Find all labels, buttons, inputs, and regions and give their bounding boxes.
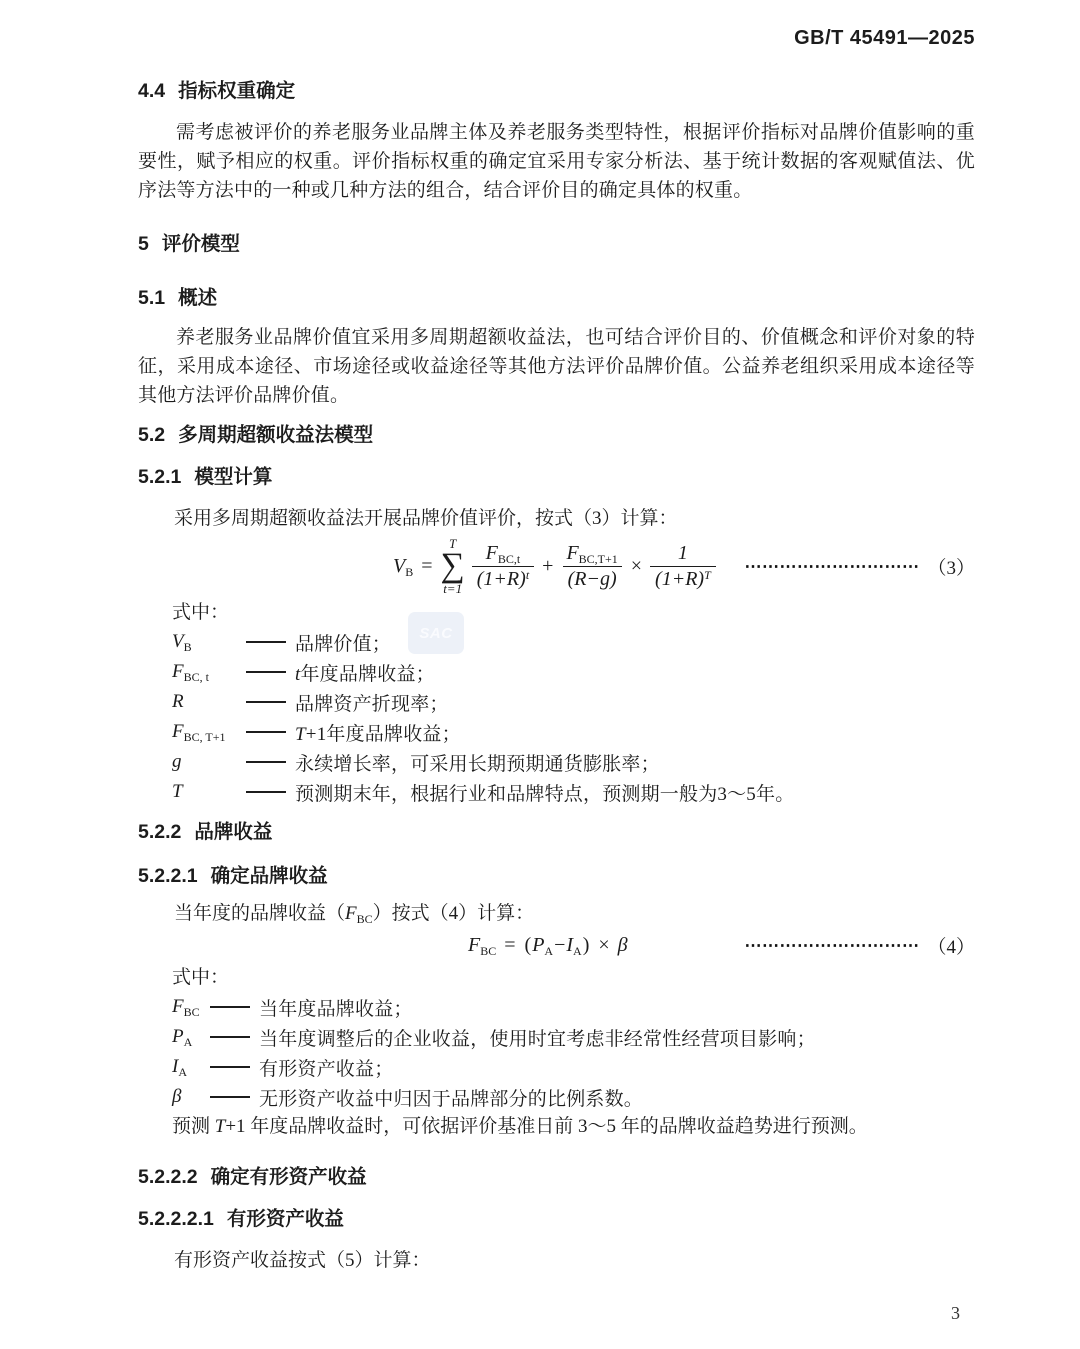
definition-text: 有形资产收益； — [259, 1058, 394, 1080]
section-number: 5.2 — [138, 424, 166, 446]
page-number: 3 — [951, 1303, 960, 1323]
equals-sign: = — [421, 555, 433, 578]
section-heading-5-2-2 — [138, 819, 975, 845]
definition-row — [138, 717, 975, 747]
section-number: 5.2.2.1 — [138, 865, 198, 888]
paragraph-4-4: 需考虑被评价的养老服务业品牌主体及养老服务类型特性，根据评价指标对品牌价值影响的重要性，赋予相应的权重。评价指标权重的确定宜采用专家分析法、基于统计数据的客观赋值法、优序法等方法中的一种或几种方法的组合，结合评价目的确定具体的权重。 — [138, 122, 975, 201]
section-heading-5-2-2-2 — [138, 1164, 975, 1190]
equation-number-4: （4） — [927, 937, 975, 959]
section-heading-5-2-2-2-1 — [138, 1206, 975, 1232]
dash — [210, 1066, 250, 1068]
times-sign: × — [598, 934, 610, 957]
equals-sign: = — [504, 934, 516, 957]
formula-3-lhs: $V_B$ — [393, 555, 414, 580]
definition-row — [138, 777, 975, 807]
formula-4-rhs: $(P_A-I_A)$ — [524, 934, 590, 959]
where-label-3: 式中： — [172, 602, 230, 624]
section-heading-4-4 — [138, 78, 975, 104]
section-heading-5-2-1 — [138, 464, 975, 490]
dash — [210, 1096, 250, 1098]
summation-symbol: T ∑ t=1 — [440, 536, 465, 596]
definition-row — [138, 1052, 975, 1082]
definition-row — [138, 657, 975, 687]
formula-4 — [138, 932, 975, 959]
times-sign: × — [630, 555, 643, 578]
definition-row — [138, 992, 975, 1022]
section-heading-5-2 — [138, 422, 975, 448]
dotted-leader: ⋯⋯⋯⋯⋯⋯⋯⋯⋯⋯ — [744, 556, 920, 576]
equation-number-3: （3） — [927, 558, 975, 580]
definition-row — [138, 747, 975, 777]
dash — [246, 731, 286, 733]
fraction-1: $\frac{F_{BC,t}}{(1+R)^t}$ — [472, 541, 534, 592]
formula-5-intro: 有形资产收益按式（5）计算： — [174, 1250, 431, 1272]
section-number: 5.2.1 — [138, 466, 182, 488]
dotted-leader: ⋯⋯⋯⋯⋯⋯⋯⋯⋯⋯ — [744, 935, 920, 955]
definition-text: 永续增长率，可采用长期预期通货膨胀率； — [295, 753, 660, 775]
definition-row — [138, 1022, 975, 1052]
definition-text: 当年度品牌收益； — [259, 998, 413, 1020]
dash — [246, 761, 286, 763]
section-title: 确定品牌收益 — [210, 865, 328, 888]
section-title: 概述 — [178, 287, 218, 309]
dash — [246, 701, 286, 703]
formula-4-expression — [468, 934, 628, 957]
formula-3 — [138, 537, 975, 596]
section-title: 品牌收益 — [194, 821, 273, 844]
definition-text: 当年度调整后的企业收益，使用时宜考虑非经常性经营项目影响； — [259, 1028, 816, 1050]
definition-text: 品牌价值； — [295, 633, 392, 655]
definition-text: 无形资产收益中归因于品牌部分的比例系数。 — [259, 1088, 644, 1110]
symbol: T — [172, 781, 183, 803]
fraction-2: $\frac{F_{BC,T+1}}{(R-g)}$ — [561, 541, 622, 592]
section-number: 4.4 — [138, 80, 166, 102]
section-title: 评价模型 — [161, 233, 240, 255]
section-heading-5 — [138, 231, 975, 257]
section-number: 5.1 — [138, 287, 166, 309]
section-title: 指标权重确定 — [178, 80, 296, 102]
section-title: 确定有形资产收益 — [210, 1166, 367, 1189]
where-label-4: 式中： — [172, 967, 230, 989]
section-number: 5.2.2.2.1 — [138, 1208, 214, 1231]
definition-row — [138, 687, 975, 717]
section-title: 多周期超额收益法模型 — [178, 424, 374, 446]
definition-text: 预测期末年，根据行业和品牌特点，预测期一般为3～5年。 — [295, 783, 795, 805]
plus-sign: + — [542, 555, 554, 578]
section-number: 5.2.2.2 — [138, 1166, 198, 1189]
symbol: $P_A$ — [172, 1026, 193, 1050]
symbol: $F_{BC}$ — [172, 996, 200, 1020]
dash — [246, 641, 286, 643]
definition-text: 品牌资产折现率； — [295, 693, 449, 715]
symbol: $F_{BC, t}$ — [172, 661, 209, 685]
sac-watermark: SAC — [408, 612, 464, 654]
definition-text: T+1年度品牌收益； — [295, 723, 461, 745]
definition-text: t年度品牌收益； — [295, 663, 435, 685]
formula-3-intro: 采用多周期超额收益法开展品牌价值评价，按式（3）计算： — [174, 508, 678, 529]
symbol: $I_A$ — [172, 1056, 187, 1080]
symbol: β — [172, 1086, 182, 1108]
symbol: $V_B$ — [172, 631, 192, 655]
dash — [210, 1036, 250, 1038]
symbol: g — [172, 751, 182, 773]
symbol: R — [172, 691, 184, 713]
section-number: 5.2.2 — [138, 821, 182, 844]
formula-3-expression — [393, 537, 716, 596]
symbol: $F_{BC, T+1}$ — [172, 721, 226, 745]
section-title: 有形资产收益 — [226, 1208, 344, 1231]
definition-list-3 — [138, 627, 975, 807]
section-number: 5 — [138, 233, 149, 255]
fraction-3: $\frac{1}{(1+R)^T}$ — [650, 541, 716, 592]
definition-list-4 — [138, 992, 975, 1112]
section-title: 模型计算 — [194, 466, 273, 488]
paragraph-5-1: 养老服务业品牌价值宜采用多周期超额收益法，也可结合评价目的、价值概念和评价对象的特征，采用成本途径、市场途径或收益途径等其他方法评价品牌价值。公益养老组织采用成本途径等其他方法评价品牌价值。 — [138, 327, 975, 406]
document-code-header: GB/T 45491—2025 — [794, 27, 975, 49]
dash — [246, 671, 286, 673]
dash — [210, 1006, 250, 1008]
prediction-note: 预测 T+1 年度品牌收益时，可依据评价基准日前 3～5 年的品牌收益趋势进行预测。 — [172, 1116, 868, 1138]
definition-row — [138, 627, 975, 657]
beta-symbol: β — [617, 934, 628, 957]
section-heading-5-1 — [138, 285, 975, 311]
section-heading-5-2-2-1 — [138, 863, 975, 889]
dash — [246, 791, 286, 793]
formula-4-intro: 当年度的品牌收益$(F_{BC})$按式（4）计算： — [174, 903, 535, 927]
formula-4-lhs: $F_{BC}$ — [468, 934, 497, 959]
definition-row — [138, 1082, 975, 1112]
